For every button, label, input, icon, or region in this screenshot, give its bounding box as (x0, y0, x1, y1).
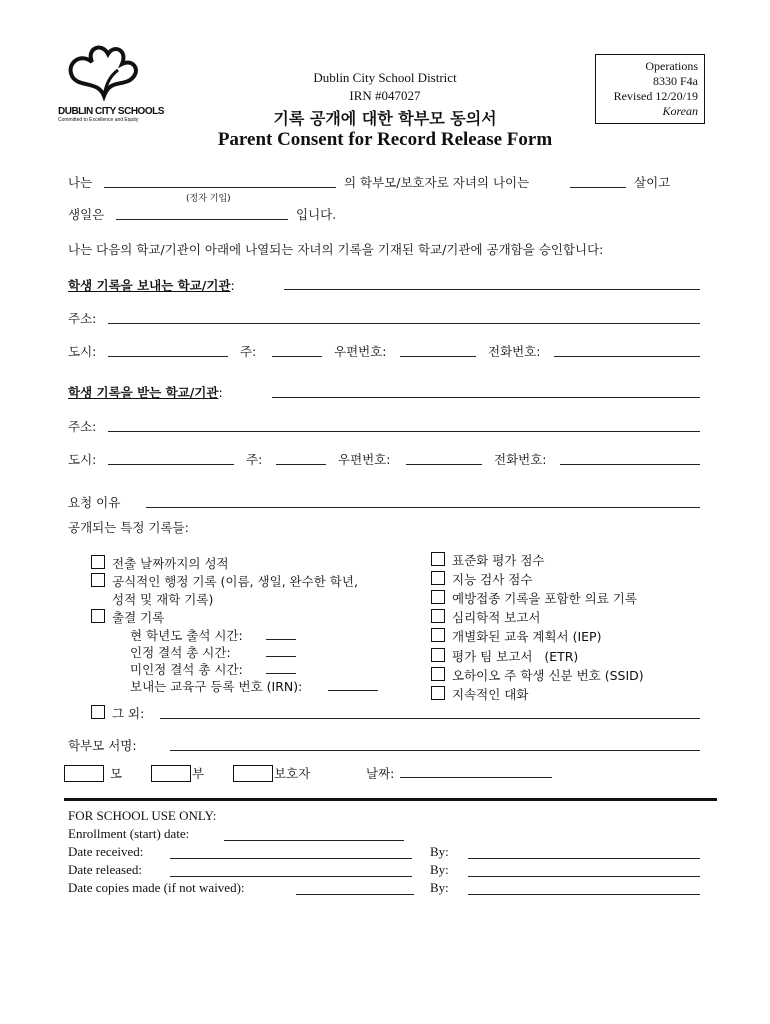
etr-checkbox[interactable] (431, 648, 445, 662)
sending-address-label: 주소: (68, 311, 97, 326)
form-code-line2: 8330 F4a (653, 74, 698, 88)
sending-city-label: 도시: (68, 344, 97, 359)
mother-checkbox[interactable] (64, 765, 104, 782)
received-by-field[interactable] (468, 858, 700, 859)
school-use-divider (64, 798, 717, 801)
receiving-heading-colon: : (218, 385, 223, 400)
sending-address-field[interactable] (108, 323, 700, 324)
attendance-label: 출결 기록 (112, 610, 165, 625)
form-code-language: Korean (662, 104, 698, 118)
title-english: Parent Consent for Record Release Form (217, 129, 553, 150)
intro-i-am: 나는 (68, 175, 93, 190)
sending-zip-field[interactable] (400, 356, 476, 357)
intro-years: 살이고 (634, 175, 671, 190)
date-released-label: Date released: (68, 862, 142, 877)
date-received-label: Date received: (68, 844, 144, 859)
receiving-heading (68, 383, 223, 401)
form-code-line3: Revised 12/20/19 (613, 89, 698, 103)
receiving-state-field[interactable] (276, 464, 326, 465)
date-copies-label: Date copies made (if not waived): (68, 880, 245, 895)
parent-signature-field[interactable] (170, 750, 700, 751)
sending-heading (68, 276, 235, 294)
receiving-phone-label: 전화번호: (494, 452, 547, 467)
received-by-label: By: (430, 844, 449, 859)
date-label: 날짜: (366, 766, 395, 781)
district-irn: IRN #047027 (349, 88, 421, 103)
logo-name: DUBLIN CITY SCHOOLS (58, 106, 164, 117)
grades-label: 전출 날짜까지의 성적 (112, 556, 229, 571)
iq-test-checkbox[interactable] (431, 571, 445, 585)
iep-label: 개별화된 교육 계획서 (IEP) (452, 629, 602, 644)
receiving-zip-label: 우편번호: (338, 452, 391, 467)
title-korean: 기록 공개에 대한 학부모 동의서 (273, 109, 497, 128)
records-heading: 공개되는 특정 기록들: (68, 520, 189, 535)
shamrock-icon (58, 40, 148, 102)
receiving-address-label: 주소: (68, 419, 97, 434)
logo-tagline: Committed to Excellence and Equity (58, 117, 139, 123)
date-received-field[interactable] (170, 858, 412, 859)
district-name: Dublin City School District (313, 70, 457, 85)
reason-label: 요청 이유 (68, 495, 121, 510)
grades-checkbox[interactable] (91, 555, 105, 569)
sending-zip-label: 우편번호: (334, 344, 387, 359)
sending-state-field[interactable] (272, 356, 322, 357)
att-current-field[interactable] (266, 639, 296, 640)
father-checkbox[interactable] (151, 765, 191, 782)
child-age-field[interactable] (570, 187, 626, 188)
sending-phone-field[interactable] (554, 356, 700, 357)
other-field[interactable] (160, 718, 700, 719)
standardized-test-checkbox[interactable] (431, 552, 445, 566)
ongoing-conversation-label: 지속적인 대화 (452, 687, 529, 702)
school-use-heading: FOR SCHOOL USE ONLY: (68, 808, 217, 823)
released-by-field[interactable] (468, 876, 700, 877)
other-label: 그 외: (112, 706, 145, 721)
enrollment-date-field[interactable] (224, 840, 404, 841)
att-excused-field[interactable] (266, 656, 296, 657)
authorization-statement: 나는 다음의 학교/기관이 아래에 나열되는 자녀의 기록을 기재된 학교/기관에 공개함을 승인합니다: (68, 242, 604, 257)
psych-report-checkbox[interactable] (431, 609, 445, 623)
intro-parent-of: 의 학부모/보호자로 자녀의 나이는 (344, 175, 530, 190)
receiving-state-label: 주: (246, 452, 263, 467)
guardian-label: 보호자 (274, 766, 311, 781)
date-released-field[interactable] (170, 876, 412, 877)
psych-report-label: 심리학적 보고서 (452, 610, 541, 625)
intro-birthday: 생일은 (68, 207, 105, 222)
ssid-checkbox[interactable] (431, 667, 445, 681)
receiving-heading-text: 학생 기록을 받는 학교/기관 (68, 385, 219, 400)
print-hint: (정자 기입) (186, 194, 231, 204)
guardian-checkbox[interactable] (233, 765, 273, 782)
ongoing-conversation-checkbox[interactable] (431, 686, 445, 700)
att-irn-field[interactable] (328, 690, 378, 691)
medical-records-checkbox[interactable] (431, 590, 445, 604)
father-label: 부 (192, 766, 205, 781)
ssid-label: 오하이오 주 학생 신분 번호 (SSID) (452, 668, 644, 683)
iq-test-label: 지능 검사 점수 (452, 572, 533, 587)
receiving-zip-field[interactable] (406, 464, 482, 465)
receiving-school-field[interactable] (272, 397, 700, 398)
receiving-address-field[interactable] (108, 431, 700, 432)
att-unexcused-field[interactable] (266, 673, 296, 674)
parent-signature-label: 학부모 서명: (68, 738, 137, 753)
etr-label: 평가 팀 보고서 (ETR) (452, 649, 579, 664)
signature-date-field[interactable] (400, 777, 552, 778)
att-excused-label: 인정 결석 총 시간: (130, 645, 231, 660)
sending-heading-colon: : (230, 278, 235, 293)
standardized-test-label: 표준화 평가 점수 (452, 553, 545, 568)
enrollment-date-label: Enrollment (start) date: (68, 826, 190, 841)
intro-is: 입니다. (296, 207, 337, 222)
sending-school-field[interactable] (284, 289, 700, 290)
official-records-checkbox[interactable] (91, 573, 105, 587)
official-records-label-2: 성적 및 재학 기록) (112, 592, 214, 607)
copies-by-field[interactable] (468, 894, 700, 895)
receiving-phone-field[interactable] (560, 464, 700, 465)
date-copies-field[interactable] (296, 894, 414, 895)
att-irn-label: 보내는 교육구 등록 번호 (IRN): (130, 679, 303, 694)
receiving-city-label: 도시: (68, 452, 97, 467)
iep-checkbox[interactable] (431, 628, 445, 642)
attendance-checkbox[interactable] (91, 609, 105, 623)
receiving-city-field[interactable] (108, 464, 234, 465)
official-records-label-1: 공식적인 행정 기록 (이름, 생일, 완수한 학년, (112, 574, 358, 589)
birthday-field[interactable] (116, 219, 288, 220)
form-code-box (595, 54, 705, 124)
other-checkbox[interactable] (91, 705, 105, 719)
reason-field[interactable] (146, 507, 700, 508)
sending-heading-text: 학생 기록을 보내는 학교/기관 (68, 278, 231, 293)
child-name-field[interactable] (104, 187, 336, 188)
copies-by-label: By: (430, 880, 449, 895)
sending-state-label: 주: (240, 344, 257, 359)
district-logo (58, 40, 164, 126)
form-code-line1: Operations (645, 59, 698, 73)
mother-label: 모 (110, 766, 123, 781)
sending-phone-label: 전화번호: (488, 344, 541, 359)
att-current-label: 현 학년도 출석 시간: (130, 628, 243, 643)
medical-records-label: 예방접종 기록을 포함한 의료 기록 (452, 591, 637, 606)
sending-city-field[interactable] (108, 356, 228, 357)
att-unexcused-label: 미인정 결석 총 시간: (130, 662, 243, 677)
released-by-label: By: (430, 862, 449, 877)
